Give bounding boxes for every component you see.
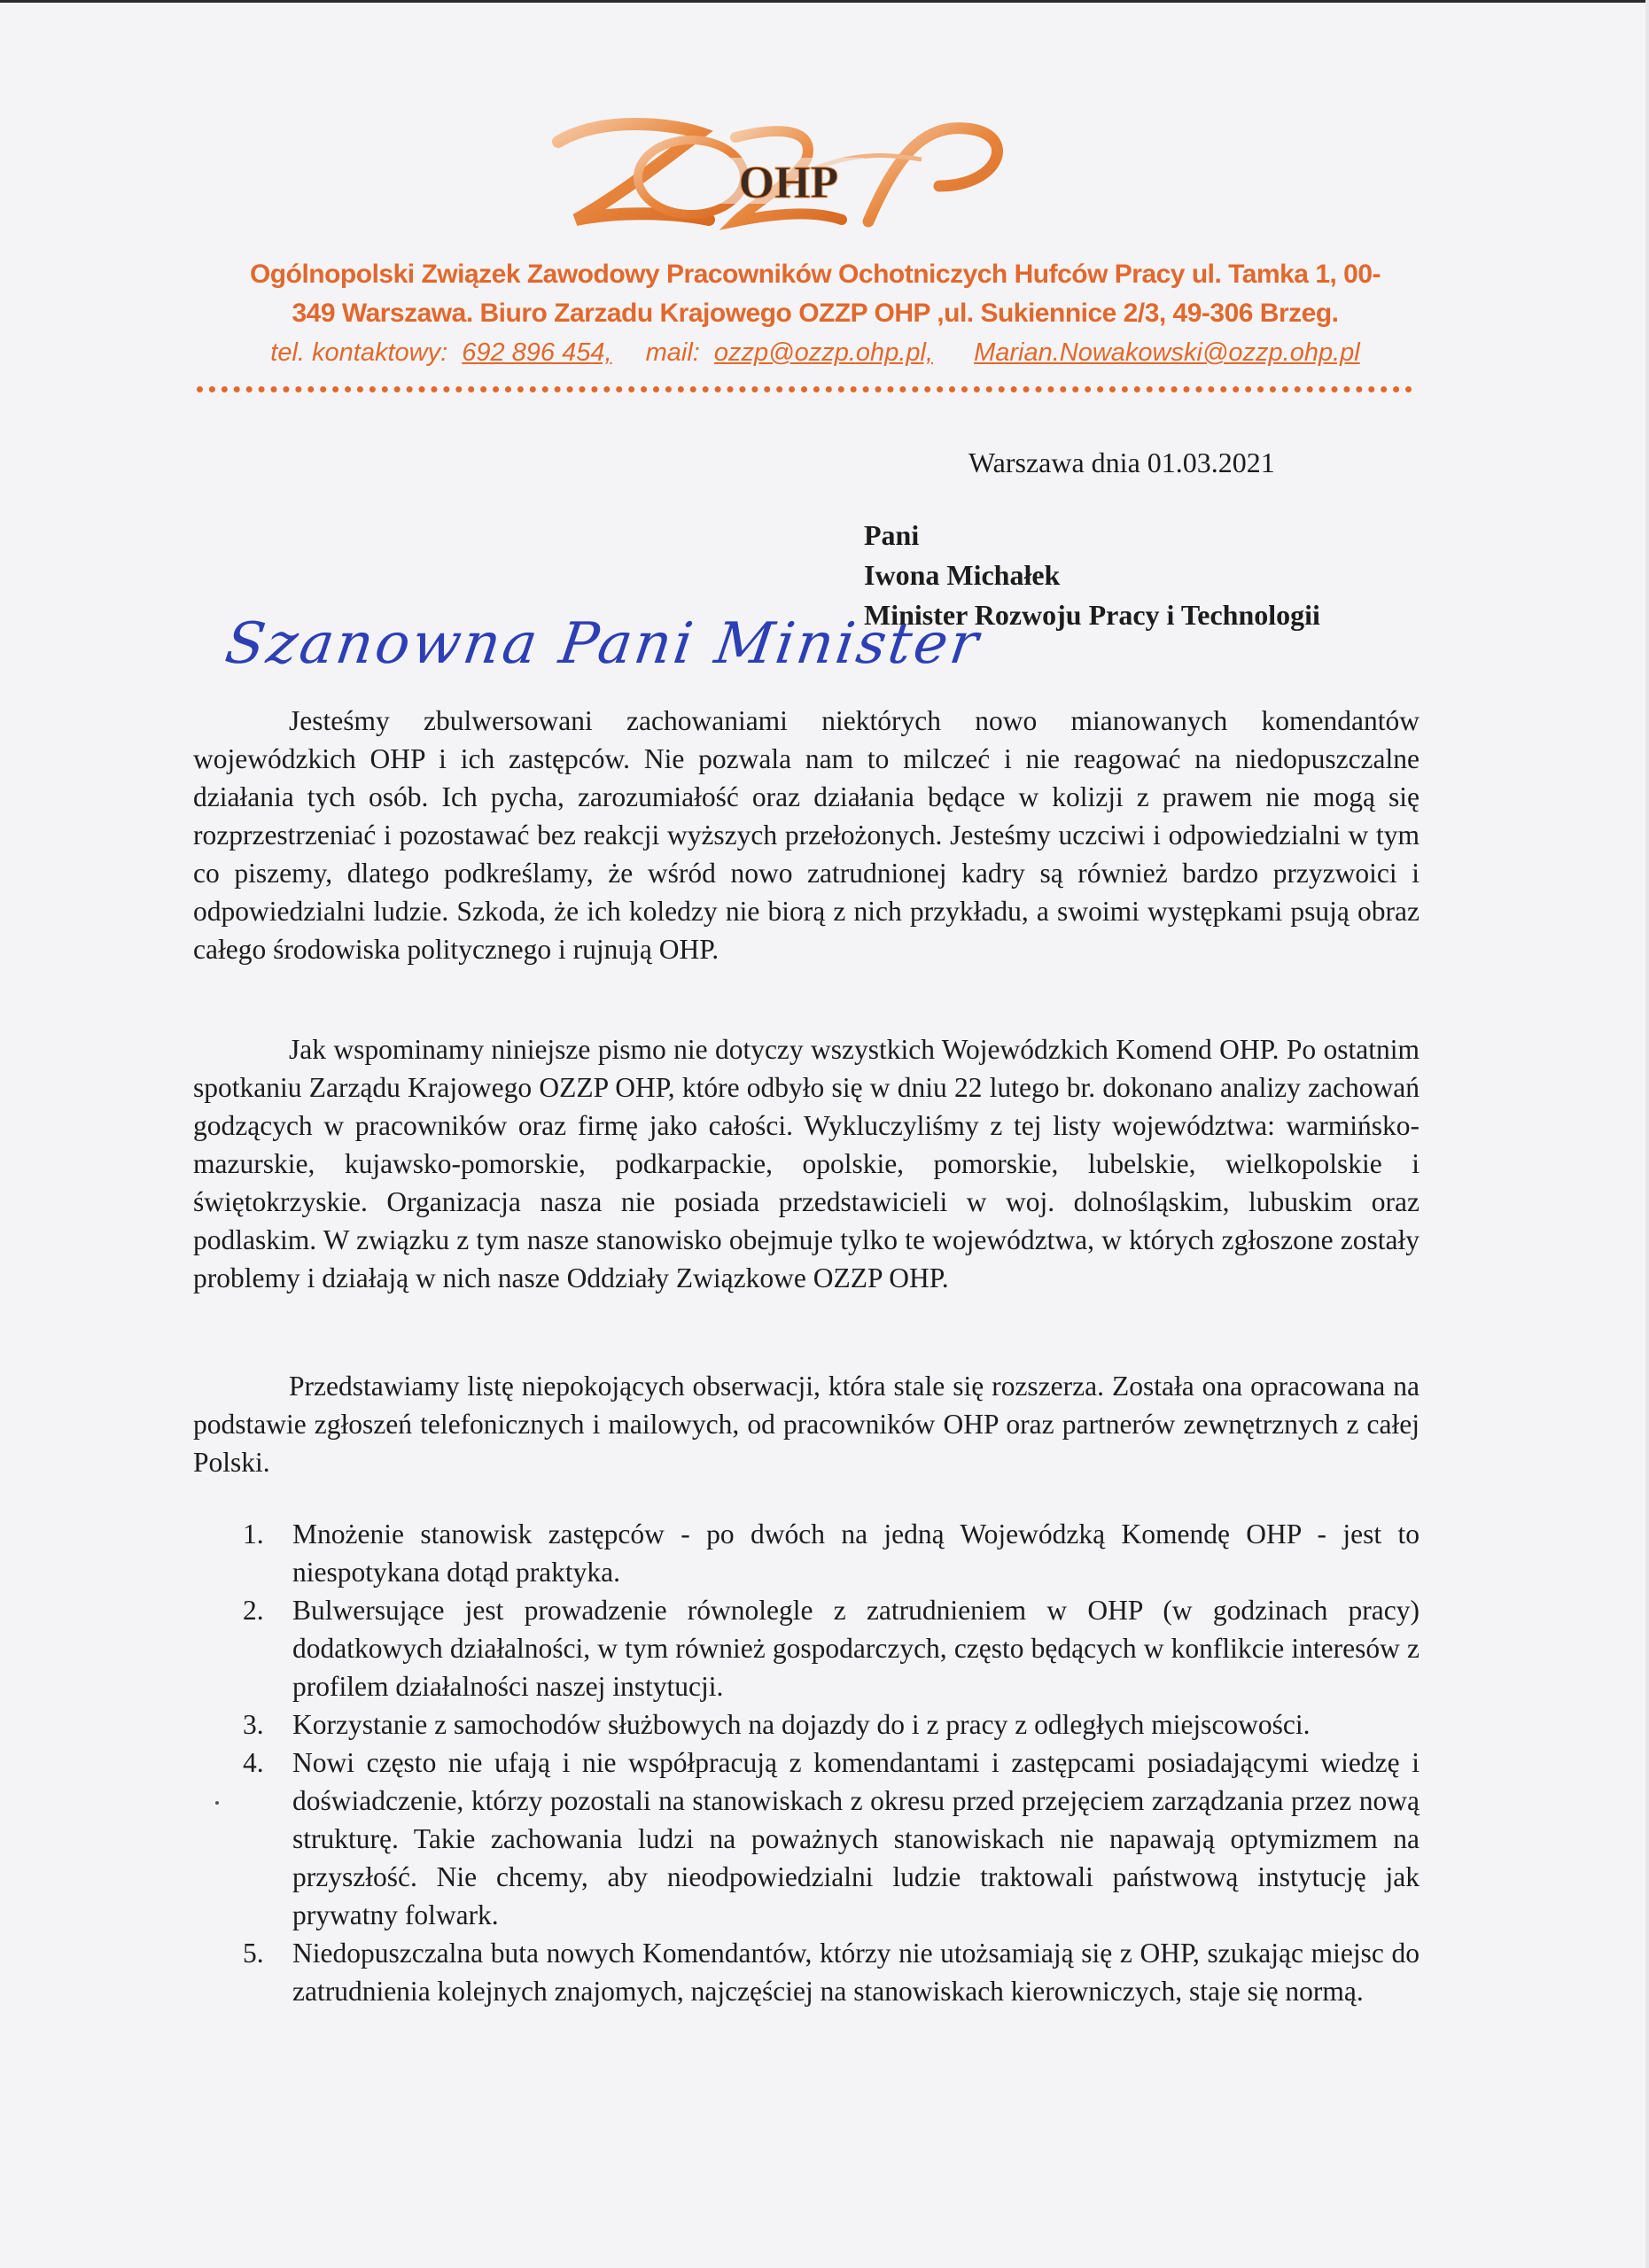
email-link-ozzp[interactable]: ozzp@ozzp.ohp.pl, [713, 338, 934, 367]
body-paragraph-2: Jak wspominamy niniejsze pismo nie dotyczy wszystkich Wojewódzkich Komend OHP. Po ostatnim spotkaniu Zarządu Krajowego OZZP OHP, które odbyło się w dniu 22 lutego br. dokonano analizy zachowań godzących w pracowników oraz firmę jako całości. Wykluczyliśmy z tej listy województwa: warmińsko-mazurskie, kujawsko-pomorskie, podkarpackie, opolskie, pomorskie, lubelskie, wielkopolskie i świętokrzyskie. Organizacja nasza nie posiada przedstawicieli w woj. dolnośląskim, lubuskim oraz podlaskim. W związku z tym nasze stanowisko obejmuje tylko te województwa, w których zgłoszone zostały problemy i działają w nich nasze Oddziały Związkowe OZZP OHP. [193, 1034, 1420, 1293]
list-item-text: Bulwersujące jest prowadzenie równolegle z zatrudnieniem w OHP (w godzinach pracy) dodatkowych działalności, w tym również gospodarczych, często będących w konflikcie interesów z profilem działalności naszej instytucji. [292, 1595, 1420, 1702]
recipient-position: Minister Rozwoju Pracy i Technologii [864, 599, 1320, 631]
letter-date: Warszawa dnia 01.03.2021 [968, 447, 1275, 478]
observations-list [193, 1515, 1420, 2010]
page-top-edge [0, 0, 1649, 3]
ozzp-ohp-logo [523, 106, 1019, 239]
list-item-text: Nowi często nie ufają i nie współpracują z komendantami i zastępcami posiadającymi wiedzę i doświadczenie, którzy pozostali na stanowiskach z okresu przed przejęciem zarządzania przez nową strukturę. Takie zachowania ludzi na poważnych stanowiskach nie napawają optymizmem na przyszłość. Nie chcemy, aby nieodpowiedzialni ludzie traktowali państwową instytucję jak prywatny folwark. [292, 1747, 1420, 1930]
letterhead-line-2: 349 Warszawa. Biuro Zarzadu Krajowego OZZP OHP ,ul. Sukiennice 2/3, 49-306 Brzeg. [292, 299, 1339, 328]
list-item [193, 1591, 1420, 1705]
list-item-text: Mnożenie stanowisk zastępców - po dwóch na jedną Wojewódzką Komendę OHP - jest to niespotykana dotąd praktyka. [292, 1518, 1420, 1588]
page-right-edge [1645, 0, 1649, 2268]
letterhead [177, 255, 1453, 372]
email-link-nowakowski[interactable]: Marian.Nowakowski@ozzp.ohp.pl [974, 338, 1360, 367]
list-item [193, 1934, 1420, 2010]
list-item-number: 5. [243, 1938, 264, 1969]
list-item [193, 1515, 1420, 1591]
letterhead-divider [197, 386, 1412, 392]
list-item-text: Korzystanie z samochodów służbowych na dojazdy do i z pracy z odległych miejscowości. [292, 1709, 1311, 1740]
recipient-title: Pani [864, 519, 920, 551]
list-item [193, 1705, 1420, 1744]
list-item-number: 2. [243, 1595, 264, 1626]
phone-label: tel. kontaktowy: [270, 338, 448, 367]
logo-text: OHP [738, 158, 839, 208]
list-item-number: 4. [243, 1747, 264, 1778]
list-item-number: 1. [243, 1518, 264, 1550]
body-paragraph-3: Przedstawiamy listę niepokojących obserwacji, która stale się rozszerza. Została ona opracowana na podstawie zgłoszeń telefonicznych i mailowych, od pracowników OHP oraz partnerów zewnętrznych z całej Polski. [193, 1371, 1420, 1478]
mail-label: mail: [645, 338, 700, 367]
phone-number[interactable]: 692 896 454, [462, 338, 612, 367]
list-item [193, 1744, 1420, 1934]
body-paragraph-1: Jesteśmy zbulwersowani zachowaniami niektórych nowo mianowanych komendantów wojewódzkich OHP i ich zastępców. Nie pozwala nam to milczeć i nie reagować na niedopuszczalne działania tych osób. Ich pycha, zarozumiałość oraz działania będące w kolizji z prawem nie mogą się rozprzestrzeniać i pozostawać bez reakcji wyższych przełożonych. Jesteśmy uczciwi i odpowiedzialni w tym co piszemy, dlatego podkreślamy, że wśród nowo zatrudnionej kadry są również bardzo przyzwoici i odpowiedzialni ludzie. Szkoda, że ich koledzy nie biorą z nich przykładu, a swoimi występkami psują obraz całego środowiska politycznego i rujnują OHP. [193, 705, 1420, 965]
letterhead-line-1: Ogólnopolski Związek Zawodowy Pracowników Ochotniczych Hufców Pracy ul. Tamka 1, 00- [249, 260, 1381, 289]
letterhead-contact [177, 333, 1453, 372]
recipient-name: Iwona Michałek [864, 559, 1061, 591]
list-item-number: 3. [243, 1709, 264, 1740]
handwritten-salutation: Szanowna Pani Minister [221, 611, 985, 677]
list-item-text: Niedopuszczalna buta nowych Komendantów, którzy nie utożsamiają się z OHP, szukając miejsc do zatrudnienia kolejnych znajomych, najczęściej na stanowiskach kierowniczych, staje się normą. [292, 1938, 1420, 2007]
logo-graphic [523, 106, 1019, 239]
scan-speck [215, 1801, 219, 1805]
